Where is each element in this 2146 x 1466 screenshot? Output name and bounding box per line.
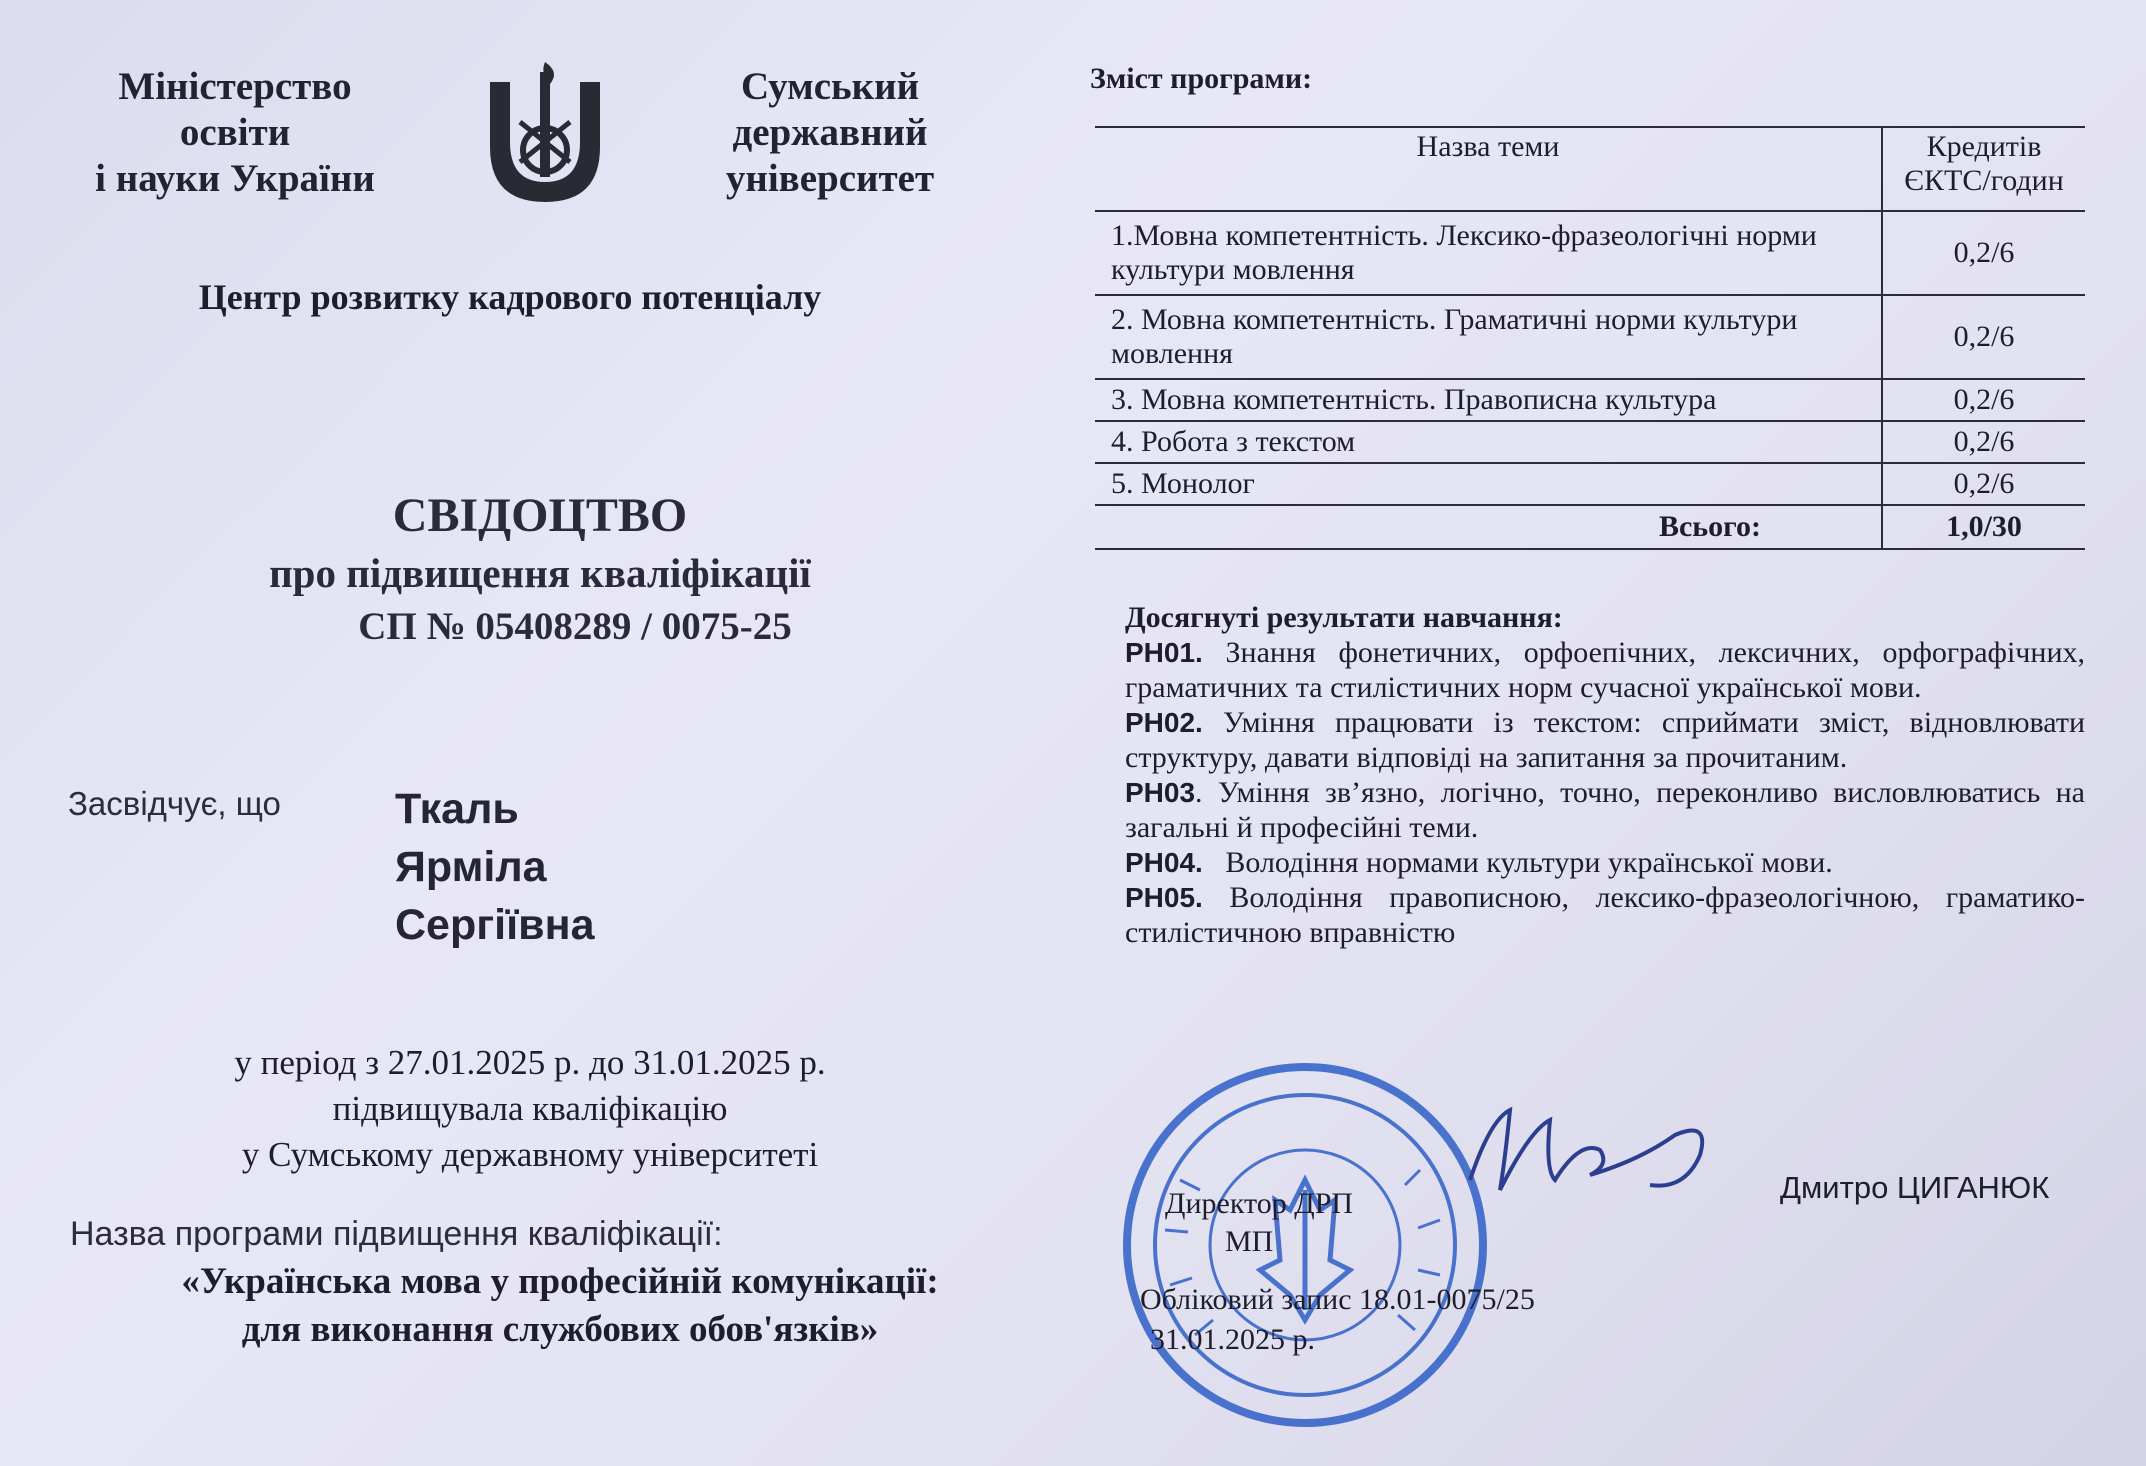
- table-row: [1095, 463, 2085, 505]
- program-name-line-1: «Українська мова у професійній комунікації:: [181, 1261, 939, 1302]
- result-item: [1125, 775, 2085, 845]
- column-header-topic: Назва теми: [1095, 127, 1882, 211]
- period-line-1: у період з 27.01.2025 р. до 31.01.2025 р.: [234, 1043, 826, 1082]
- result-text: Знання фонетичних, орфоепічних, лексичних, орфографічних, граматичних та стилістичних норм сучасної української мови.: [1125, 636, 2085, 704]
- program-label: Назва програми підвищення кваліфікації:: [70, 1215, 723, 1253]
- table-header-row: [1095, 127, 2085, 211]
- topic-name: 5. Монолог: [1095, 463, 1882, 505]
- results-title: Досягнуті результати навчання:: [1125, 601, 1563, 634]
- ministry-line-1: Міністерство: [118, 65, 352, 108]
- period-line-2: підвищувала кваліфікацію: [332, 1089, 728, 1128]
- program-topics-table: [1095, 126, 2085, 550]
- record-info: [1140, 1280, 1535, 1360]
- topic-name: 3. Мовна компетентність. Правописна культура: [1095, 379, 1882, 421]
- recipient-first-name: Ярміла: [395, 843, 547, 891]
- record-date: 31.01.2025 р.: [1150, 1323, 1315, 1356]
- table-total-row: [1095, 505, 2085, 549]
- topic-credits: 0,2/6: [1882, 463, 2085, 505]
- result-code: РН03: [1125, 777, 1196, 808]
- director-signature-icon: [1460, 1090, 1720, 1210]
- learning-results: [1125, 600, 2085, 950]
- column-header-credits-line-2: ЄКТС/годин: [1904, 164, 2064, 197]
- topic-name: 2. Мовна компетентність. Граматичні норми культури мовлення: [1095, 295, 1882, 379]
- table-row: [1095, 379, 2085, 421]
- program-name: [70, 1258, 1050, 1354]
- university-logo-icon: [480, 62, 610, 207]
- recipient-patronymic: Сергіївна: [395, 901, 595, 949]
- column-header-credits: [1882, 127, 2085, 211]
- result-text: Володіння правописною, лексико-фразеологічною, граматико-стилістичною вправністю: [1125, 881, 2086, 949]
- result-code: РН05.: [1125, 882, 1203, 913]
- result-item: [1125, 635, 2085, 705]
- total-label: Всього:: [1095, 505, 1882, 549]
- certifies-label: Засвідчує, що: [68, 785, 281, 822]
- period-line-3: у Сумському державному університеті: [241, 1135, 819, 1174]
- recipient-surname: Ткаль: [395, 785, 519, 833]
- ministry-name: [45, 64, 425, 202]
- result-text: Уміння працювати із текстом: сприймати зміст, відновлювати структуру, давати відповіді на запитання за прочитаним.: [1125, 706, 2085, 774]
- university-name: [690, 64, 970, 202]
- center-name: Центр розвитку кадрового потенціалу: [198, 277, 822, 317]
- result-item: [1125, 845, 2085, 880]
- recipient-name: [395, 780, 595, 954]
- certificate-number: СП № 05408289 / 0075-25: [358, 605, 792, 648]
- topic-name: 4. Робота з текстом: [1095, 421, 1882, 463]
- result-code: РН04.: [1125, 847, 1203, 878]
- table-row: [1095, 211, 2085, 295]
- ministry-line-2: освіти: [179, 111, 291, 154]
- result-text: . Уміння зв’язно, логічно, точно, переконливо висловлюватись на загальні й професійні теми.: [1125, 776, 2085, 844]
- topic-credits: 0,2/6: [1882, 211, 2085, 295]
- training-period: [130, 1040, 930, 1178]
- result-code: РН01.: [1125, 637, 1203, 668]
- certificate-subtitle: про підвищення кваліфікації: [269, 550, 811, 596]
- certificate-title: СВІДОЦТВО: [392, 489, 688, 542]
- total-value: 1,0/30: [1882, 505, 2085, 549]
- topic-credits: 0,2/6: [1882, 379, 2085, 421]
- director-name: Дмитро ЦИГАНЮК: [1780, 1170, 2050, 1205]
- university-line-3: університет: [725, 157, 935, 200]
- result-item: [1125, 705, 2085, 775]
- table-row: [1095, 295, 2085, 379]
- director-position: Директор ДРП: [1165, 1187, 1354, 1220]
- result-text: Володіння нормами культури української мови.: [1225, 846, 1833, 879]
- university-line-2: державний: [732, 111, 928, 154]
- column-header-credits-line-1: Кредитів: [1926, 130, 2042, 163]
- topic-credits: 0,2/6: [1882, 421, 2085, 463]
- ministry-line-3: і науки України: [95, 157, 375, 200]
- topic-name: 1.Мовна компетентність. Лексико-фразеологічні норми культури мовлення: [1095, 211, 1882, 295]
- director-title: [1165, 1185, 1353, 1261]
- university-line-1: Сумський: [740, 65, 920, 108]
- result-item: [1125, 880, 2085, 950]
- result-code: РН02.: [1125, 707, 1203, 738]
- table-row: [1095, 421, 2085, 463]
- topic-credits: 0,2/6: [1882, 295, 2085, 379]
- seal-mark: МП: [1225, 1225, 1274, 1258]
- record-number: Обліковий запис 18.01-0075/25: [1140, 1283, 1535, 1316]
- program-name-line-2: для виконання службових обов'язків»: [241, 1309, 879, 1350]
- certificate-title-block: [150, 486, 930, 654]
- program-content-label: Зміст програми:: [1090, 62, 1313, 95]
